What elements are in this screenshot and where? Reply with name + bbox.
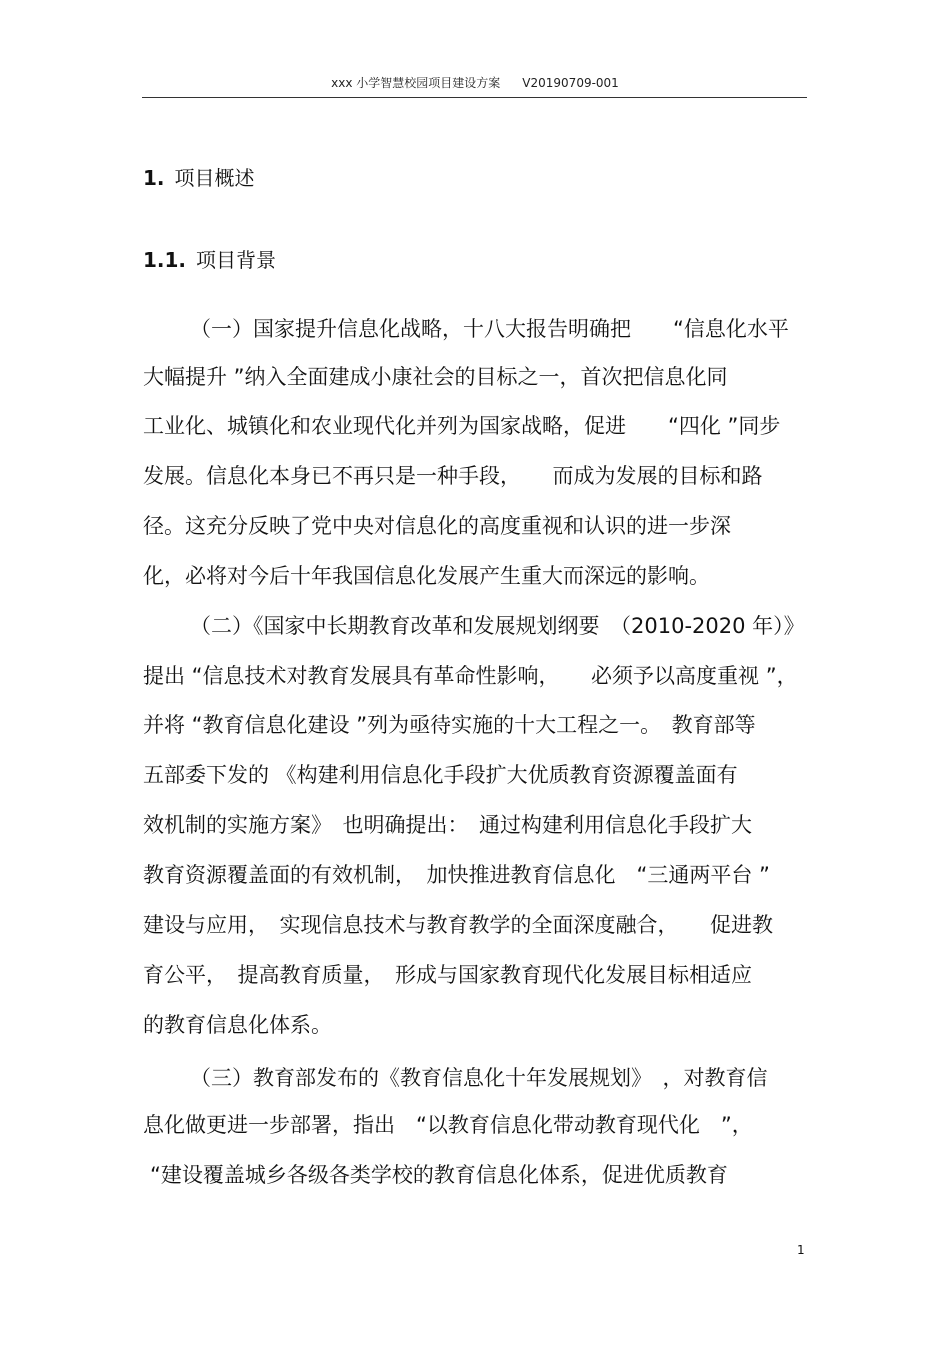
page-number: 1 (797, 1243, 805, 1257)
header-rule (142, 97, 807, 98)
text-line: 的教育信息化体系。 (143, 1013, 332, 1037)
text-line: 效机制的实施方案》 也明确提出： 通过构建利用信息化手段扩大 (143, 813, 752, 837)
text-line: 提出 “信息技术对教育发展具有革命性影响， 必须予以高度重视 ”， (143, 664, 798, 688)
section-heading-1 (143, 162, 255, 191)
text-line: （三）教育部发布的《教育信息化十年发展规划》 ，对教育信 (190, 1066, 768, 1090)
text-line: （二）《国家中长期教育改革和发展规划纲要 （2010-2020 年）》 (190, 614, 805, 638)
header-version: V20190709-001 (522, 76, 619, 90)
text-line: 并将 “教育信息化建设 ”列为亟待实施的十大工程之一。 教育部等 (143, 713, 756, 737)
text-line: “建设覆盖城乡各级各类学校的教育信息化体系，促进优质教育 (150, 1163, 728, 1187)
text-line: 建设与应用， 实现信息技术与教育教学的全面深度融合， 促进教 (143, 913, 773, 937)
header-title: xxx 小学智慧校园项目建设方案 (331, 76, 501, 90)
text-line: （一）国家提升信息化战略，十八大报告明确把 “信息化水平 (190, 317, 789, 341)
text-line: 育公平， 提高教育质量， 形成与国家教育现代化发展目标相适应 (143, 963, 752, 987)
text-line: 发展。信息化本身已不再只是一种手段， 而成为发展的目标和路 (143, 464, 763, 488)
text-line: 教育资源覆盖面的有效机制， 加快推进教育信息化 “三通两平台 ” (143, 863, 770, 887)
text-line: 息化做更进一步部署，指出 “以教育信息化带动教育现代化 ”， (143, 1113, 753, 1137)
text-line: 径。这充分反映了党中央对信息化的高度重视和认识的进一步深 (143, 514, 731, 538)
text-line: 大幅提升 ”纳入全面建成小康社会的目标之一，首次把信息化同 (143, 365, 728, 389)
text-line: 化，必将对今后十年我国信息化发展产生重大而深远的影响。 (143, 564, 710, 588)
text-line: 五部委下发的 《构建利用信息化手段扩大优质教育资源覆盖面有 (143, 763, 738, 787)
section-title: 项目概述 (174, 166, 255, 190)
subsection-heading-1-1 (143, 244, 276, 273)
subsection-title: 项目背景 (196, 248, 277, 272)
text-line: 工业化、城镇化和农业现代化并列为国家战略，促进 “四化 ”同步 (143, 414, 781, 438)
subsection-number: 1.1. (143, 248, 187, 272)
section-number: 1. (143, 166, 165, 190)
page-header (0, 74, 950, 91)
